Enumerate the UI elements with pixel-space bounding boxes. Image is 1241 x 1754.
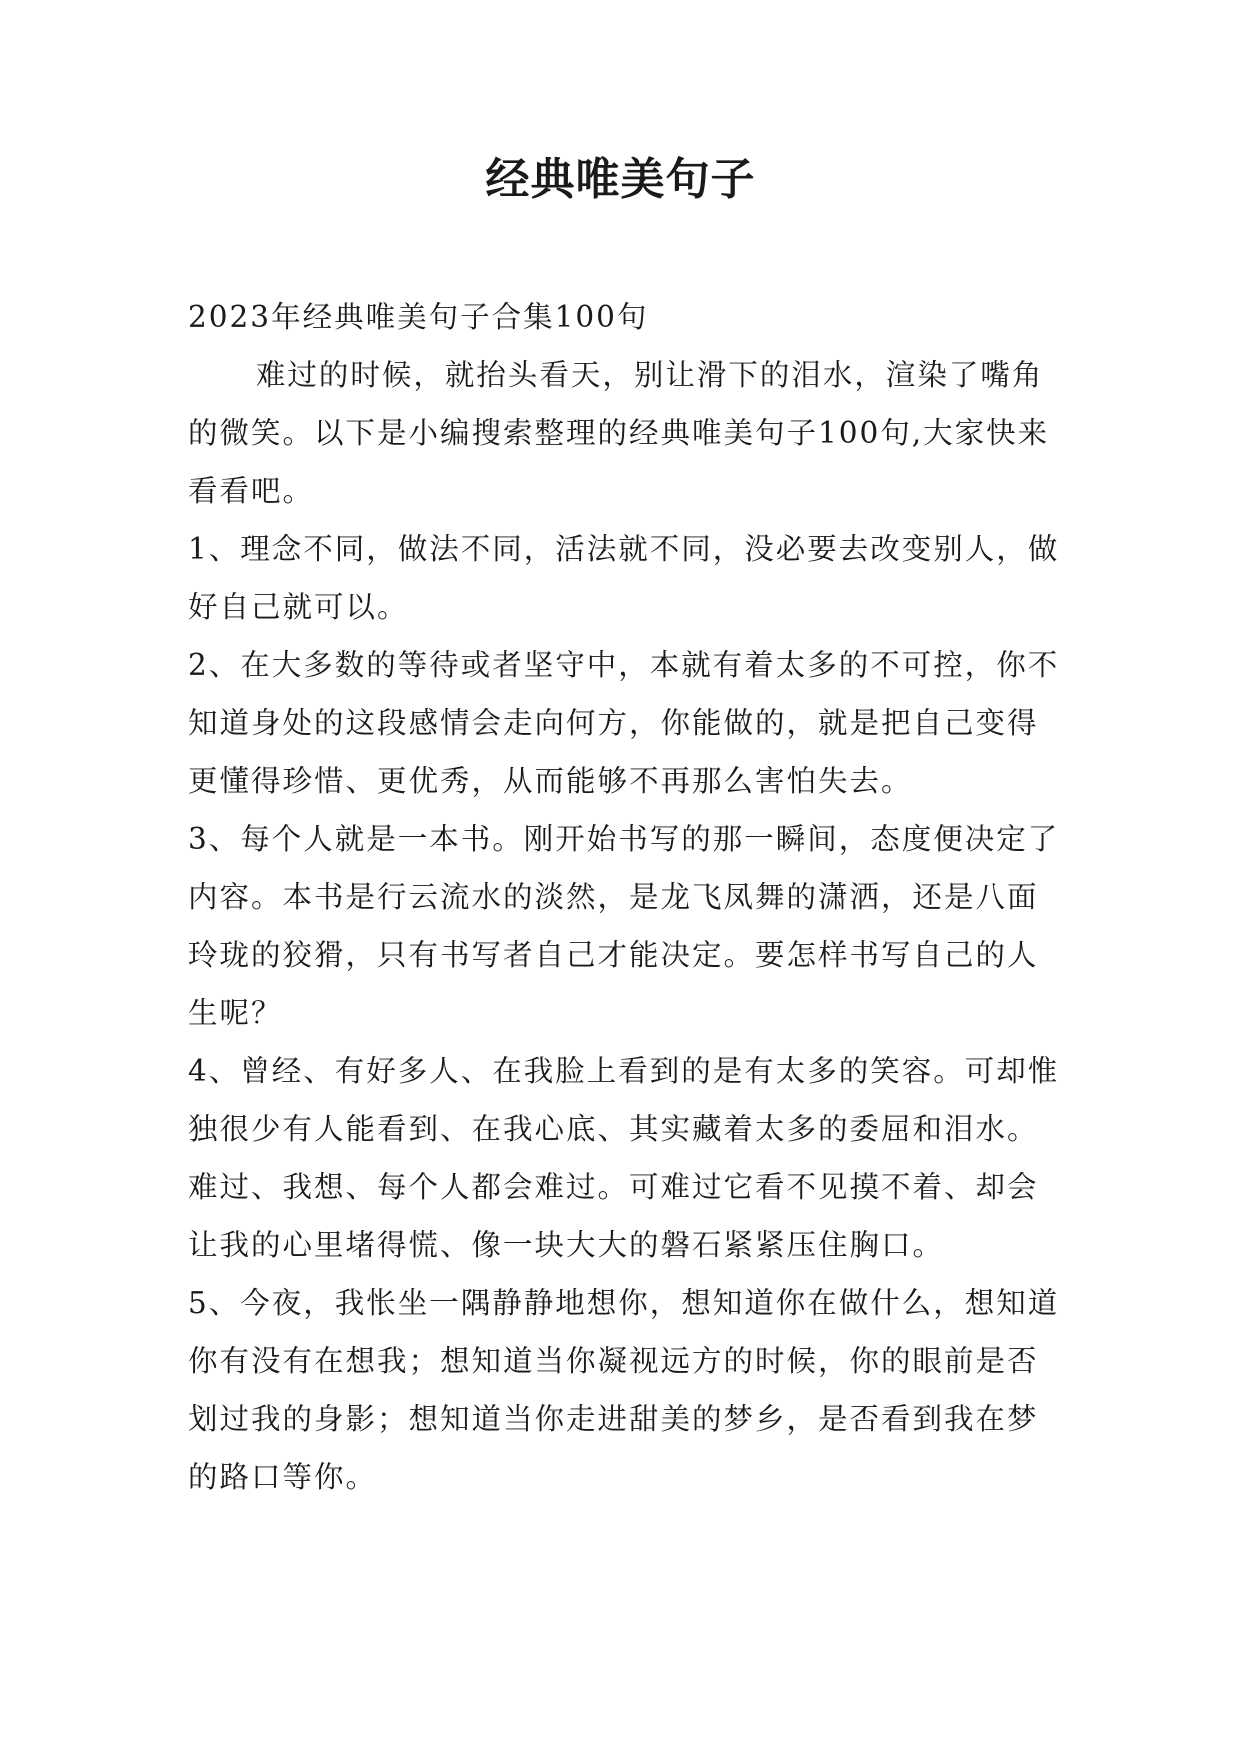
list-item: 1、理念不同，做法不同，活法就不同，没必要去改变别人，做好自己就可以。 xyxy=(188,532,1060,624)
document-subtitle: 2023年经典唯美句子合集100句 xyxy=(188,300,649,334)
document-title: 经典唯美句子 xyxy=(485,154,756,205)
list-item: 5、今夜，我怅坐一隅静静地想你，想知道你在做什么，想知道你有没有在想我；想知道当你凝视远方的时候，你的眼前是否划过我的身影；想知道当你走进甜美的梦乡，是否看到我在梦的路口等你。 xyxy=(188,1286,1060,1494)
list-item: 3、每个人就是一本书。刚开始书写的那一瞬间，态度便决定了内容。本书是行云流水的淡然，是龙飞凤舞的潇洒，还是八面玲珑的狡猾，只有书写者自己才能决定。要怎样书写自己的人生呢？ xyxy=(188,822,1060,1030)
list-item: 4、曾经、有好多人、在我脸上看到的是有太多的笑容。可却惟独很少有人能看到、在我心底、其实藏着太多的委屈和泪水。难过、我想、每个人都会难过。可难过它看不见摸不着、却会让我的心里堵得慌、像一块大大的磐石紧紧压住胸口。 xyxy=(188,1054,1060,1262)
document-body xyxy=(188,288,1064,1506)
list-item: 2、在大多数的等待或者坚守中，本就有着太多的不可控，你不知道身处的这段感情会走向何方，你能做的，就是把自己变得更懂得珍惜、更优秀，从而能够不再那么害怕失去。 xyxy=(188,648,1060,798)
intro-paragraph: 难过的时候，就抬头看天，别让滑下的泪水，渲染了嘴角的微笑。以下是小编搜索整理的经典唯美句子100句,大家快来看看吧。 xyxy=(188,358,1050,508)
